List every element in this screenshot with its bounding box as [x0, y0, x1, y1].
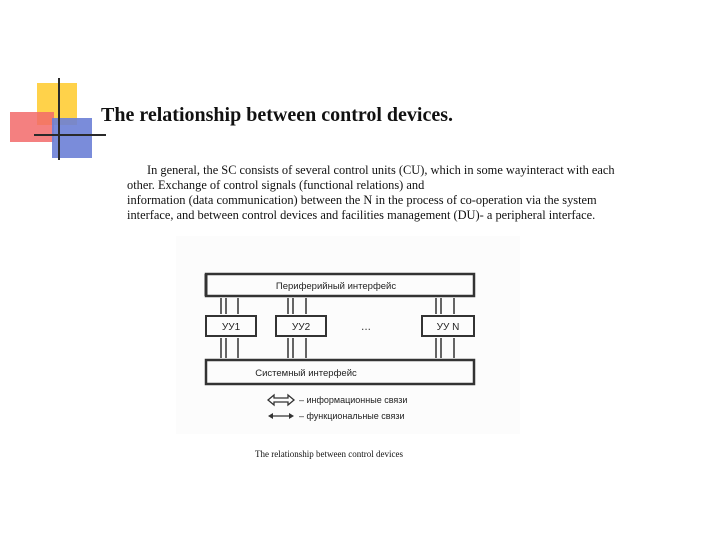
- unit-2-upper-links: [288, 298, 306, 314]
- unit-1-lower-links: [221, 338, 238, 358]
- paragraph-line-4: interface, and between control devices and facilities management (DU)- a peripheral interface.: [127, 208, 596, 222]
- slide-title: The relationship between control devices.: [101, 104, 454, 126]
- peripheral-interface-label: Периферийный интерфейс: [275, 281, 397, 292]
- control-unit-n-label: УУ N: [436, 322, 460, 333]
- control-unit-1-label: УУ1: [221, 322, 241, 333]
- system-interface-label: Системный интерфейс: [255, 368, 357, 379]
- units-ellipsis: ...: [360, 319, 372, 333]
- paragraph-line-2: other. Exchange of control signals (functional relations) and: [127, 178, 425, 192]
- unit-n-upper-links: [436, 298, 454, 314]
- paragraph-line-1-text: In general, the SC consists of several control units (CU), which in some wayinteract with each: [147, 163, 615, 177]
- control-unit-2-label: УУ2: [291, 322, 311, 333]
- legend-functional-label: – функциональные связи: [299, 411, 405, 421]
- legend-functional-arrow-icon: [268, 413, 294, 419]
- body-paragraph: [127, 163, 687, 223]
- legend-info-arrow-icon: [268, 395, 294, 405]
- paragraph-line-3: information (data communication) between the N in the process of co-operation via the system: [127, 193, 597, 207]
- diagram-caption: The relationship between control devices: [255, 449, 403, 459]
- paragraph-line-1: [127, 163, 687, 178]
- decor-vertical-line: [58, 78, 60, 160]
- diagram-svg: [176, 236, 520, 434]
- unit-n-lower-links: [436, 338, 454, 358]
- decor-red-square: [10, 112, 54, 142]
- unit-2-lower-links: [288, 338, 306, 358]
- legend-info-label: – информационные связи: [299, 395, 408, 405]
- unit-1-upper-links: [221, 298, 238, 314]
- decor-horizontal-line: [34, 134, 106, 136]
- diagram-image: [176, 236, 520, 434]
